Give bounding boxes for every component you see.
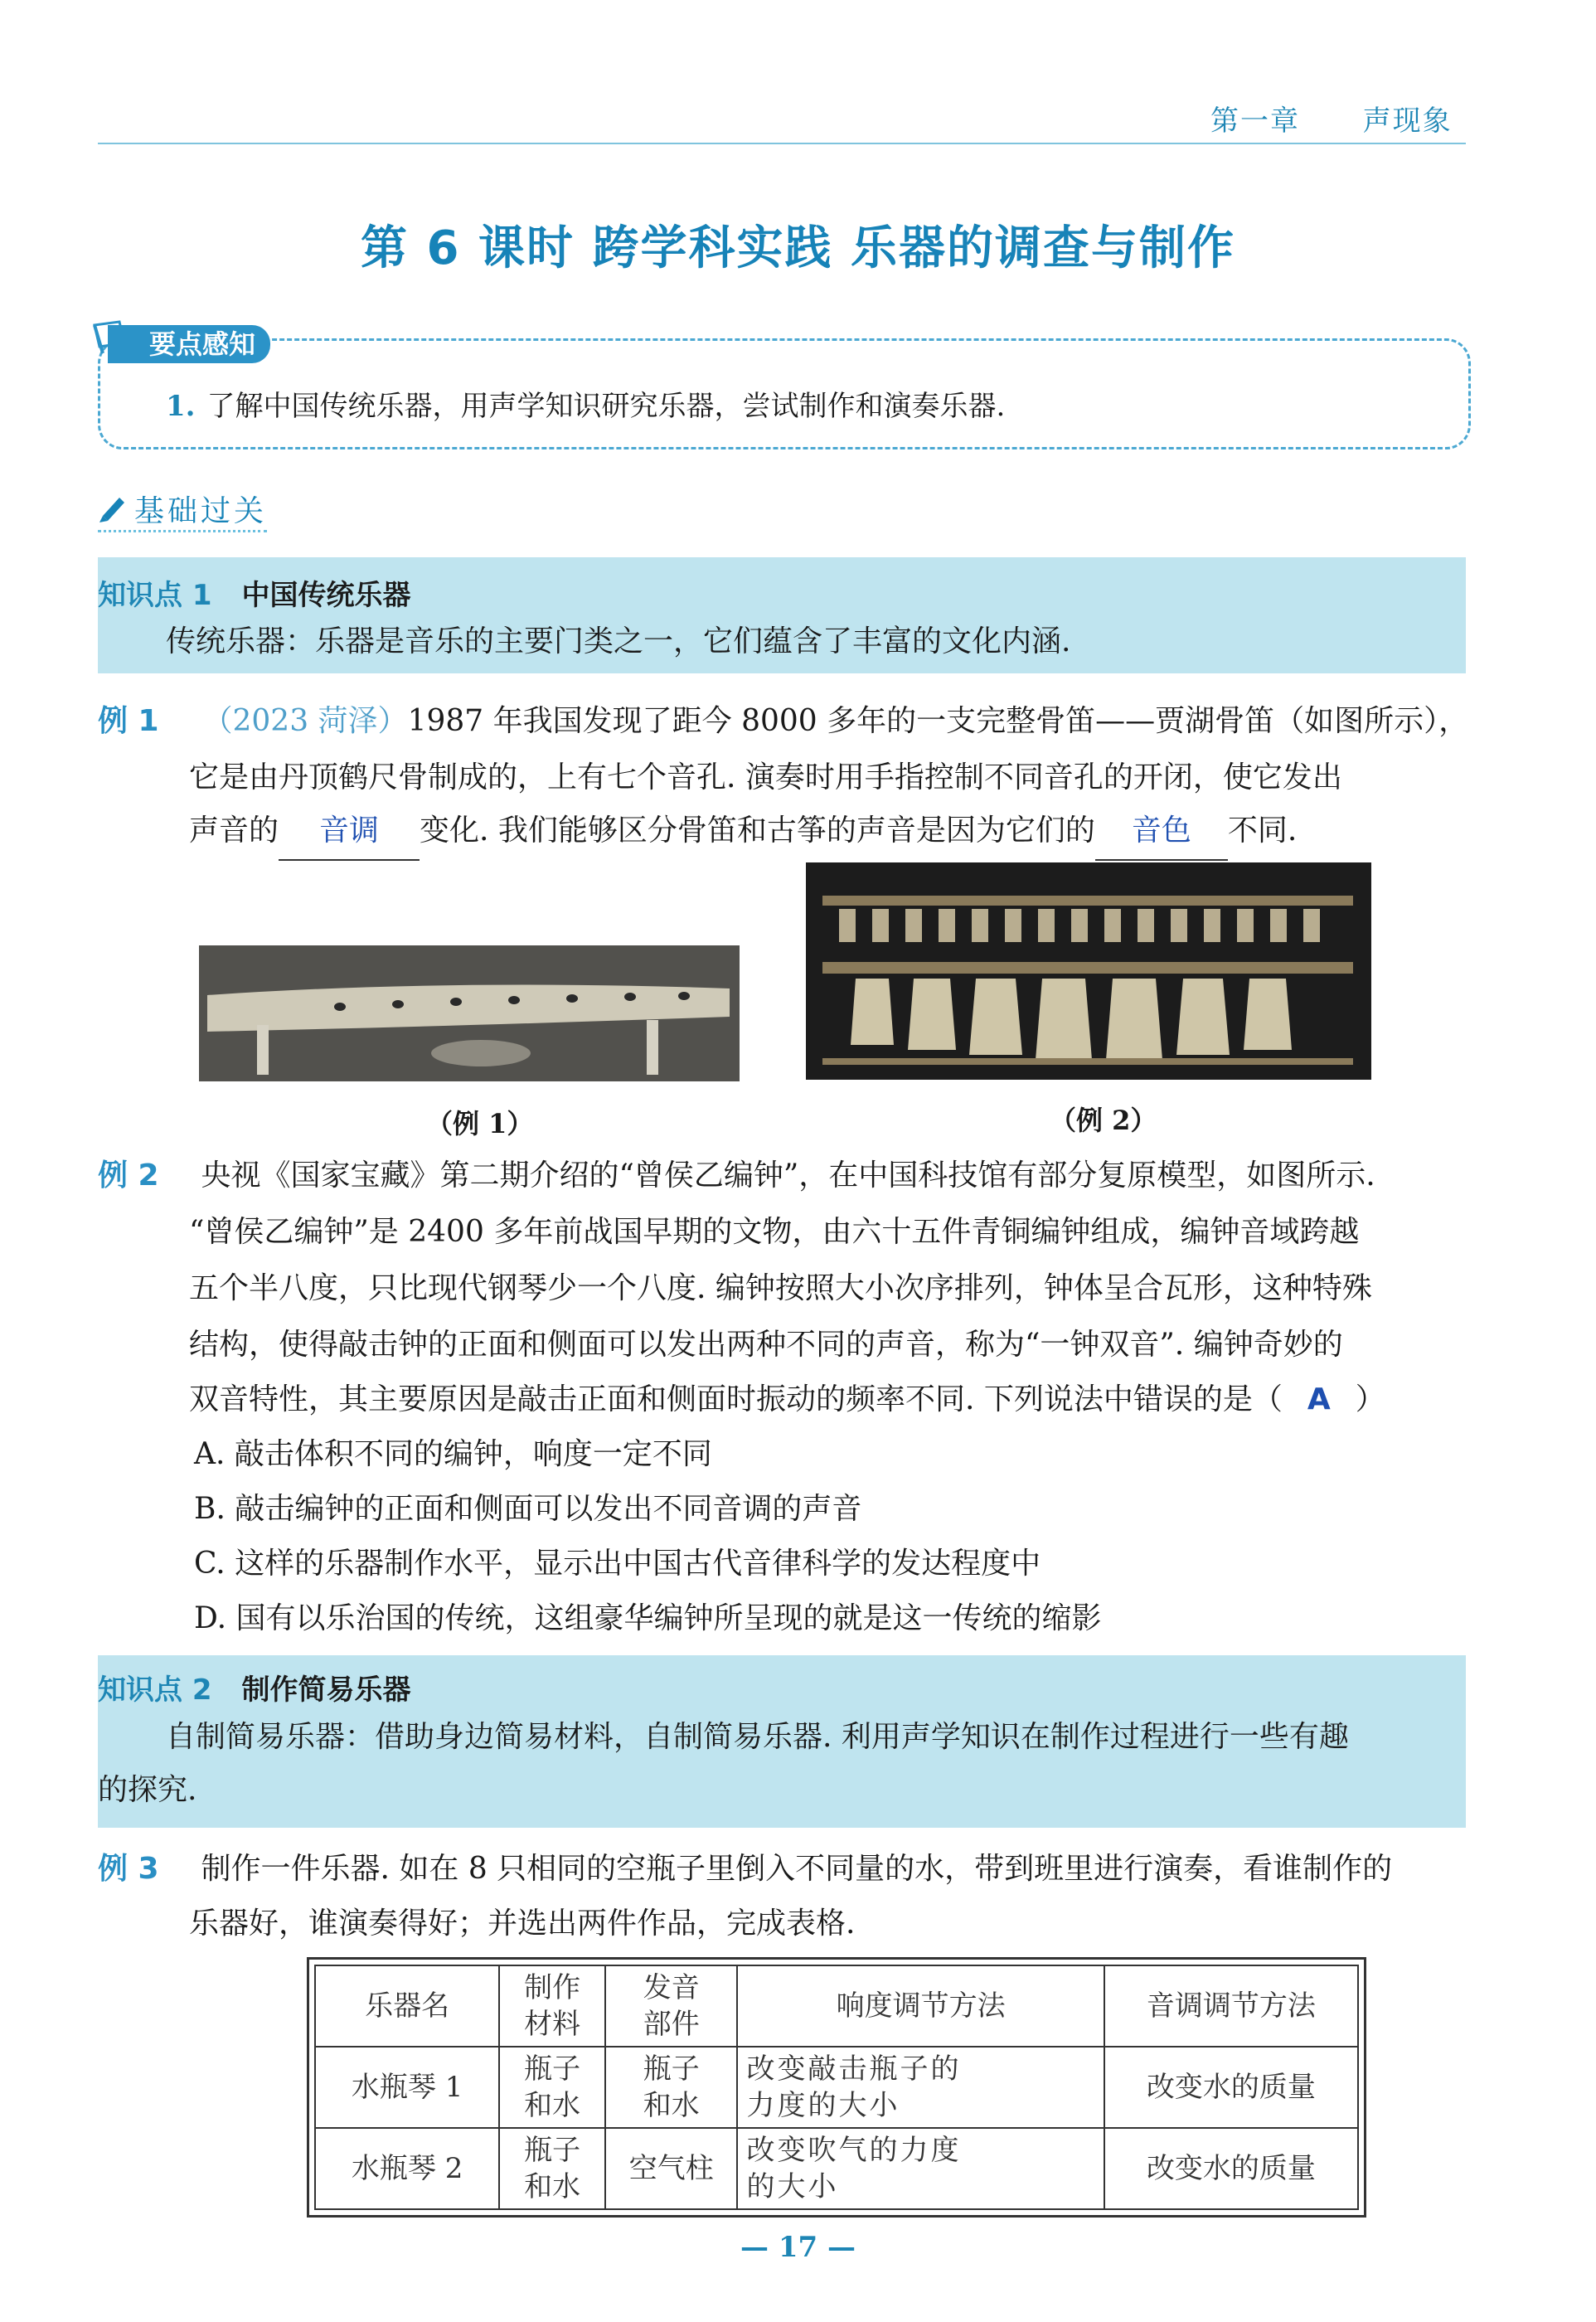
option-d: D. 国有以乐治国的传统，这组豪华编钟所呈现的就是这一传统的缩影 xyxy=(194,1601,1102,1635)
table-cell: 改变敲击瓶子的 力度的大小 xyxy=(737,2047,1104,2128)
example-2-label: 例 2 xyxy=(98,1159,159,1193)
table-cell: 瓶子 和水 xyxy=(499,2047,605,2128)
option-b: B. 敲击编钟的正面和侧面可以发出不同音调的声音 xyxy=(194,1492,862,1526)
key-point-number: 1. xyxy=(166,390,196,423)
example-1-text-3a: 声音的 xyxy=(189,814,279,848)
table-cell: 改变吹气的力度 的大小 xyxy=(737,2128,1104,2209)
example-2-text-1: 央视《国家宝藏》第二期介绍的“曾侯乙编钟”，在中国科技馆有部分复原模型，如图所示. xyxy=(201,1159,1375,1193)
table-cell: 瓶子 和水 xyxy=(605,2047,737,2128)
example-1-line-3 xyxy=(189,803,1297,861)
kp1-name: 中国传统乐器 xyxy=(241,579,411,612)
kp1-label: 知识点 1 xyxy=(98,579,212,612)
example-1-text-1: 1987 年我国发现了距今 8000 多年的一支完整骨笛——贾湖骨笛（如图所示）， xyxy=(407,704,1469,738)
chapter-label: 第一章 xyxy=(1210,104,1300,138)
page-number: — 17 — xyxy=(740,2231,856,2264)
kp2-desc-2: 的探究. xyxy=(98,1773,197,1807)
instrument-table xyxy=(314,1965,1359,2210)
chapter-header xyxy=(1210,98,1453,138)
key-point-item xyxy=(166,383,1005,424)
table-header-row xyxy=(315,1965,1358,2047)
example-1-label: 例 1 xyxy=(98,704,159,738)
example-3-line-1 xyxy=(98,1841,1392,1897)
example-2-text-3: 五个半八度，只比现代钢琴少一个八度. 编钟按照大小次序排列，钟体呈合瓦形，这种特殊 xyxy=(189,1271,1372,1305)
table-cell: 改变水的质量 xyxy=(1104,2047,1358,2128)
option-a: A. 敲击体积不同的编钟，响度一定不同 xyxy=(194,1437,712,1471)
example-2-answer: A xyxy=(1307,1382,1331,1416)
section-label: 声现象 xyxy=(1362,104,1453,138)
table-header-cell: 音调调节方法 xyxy=(1104,1965,1358,2047)
option-c: C. 这样的乐器制作水平，显示出中国古代音律科学的发达程度中 xyxy=(194,1547,1041,1581)
bone-flute-photo xyxy=(199,945,740,1081)
table-cell: 水瓶琴 2 xyxy=(315,2128,499,2209)
kp1-title xyxy=(98,572,411,613)
example-1-text-3c: 不同. xyxy=(1227,814,1298,848)
table-header-cell: 响度调节方法 xyxy=(737,1965,1104,2047)
example-1-text-3b: 变化. 我们能够区分骨笛和古筝的声音是因为它们的 xyxy=(420,814,1095,848)
instrument-table-frame xyxy=(307,1957,1366,2218)
example-1-text-2: 它是由丹顶鹤尺骨制成的，上有七个音孔. 演奏时用手指控制不同音孔的开闭，使它发出 xyxy=(189,760,1342,794)
pencil-icon xyxy=(98,493,128,522)
example-2-text-4: 结构，使得敲击钟的正面和侧面可以发出两种不同的声音，称为“一钟双音”. 编钟奇妙的 xyxy=(189,1328,1343,1362)
kp2-title xyxy=(98,1667,411,1707)
example-2-line-5 xyxy=(189,1372,1385,1428)
answer-blank-1: 音调 xyxy=(279,803,420,861)
example-3-label: 例 3 xyxy=(98,1852,159,1886)
bianzhong-photo xyxy=(806,862,1371,1080)
example-3-text-1: 制作一件乐器. 如在 8 只相同的空瓶子里倒入不同量的水，带到班里进行演奏，看谁制作的 xyxy=(201,1852,1393,1886)
table-row xyxy=(315,2047,1358,2128)
header-divider xyxy=(98,143,1466,144)
basic-section-label: 基础过关 xyxy=(134,494,268,528)
example-2-line-1 xyxy=(98,1148,1375,1204)
kp2-name: 制作简易乐器 xyxy=(241,1673,411,1707)
lesson-title: 第 6 课时 跨学科实践 乐器的调查与制作 xyxy=(361,221,1235,275)
caption-example-1: （例 1） xyxy=(426,1108,534,1139)
table-cell: 改变水的质量 xyxy=(1104,2128,1358,2209)
answer-blank-2: 音色 xyxy=(1095,803,1228,861)
kp1-desc: 传统乐器：乐器是音乐的主要门类之一，它们蕴含了丰富的文化内涵. xyxy=(166,624,1071,658)
key-point-text: 了解中国传统乐器，用声学知识研究乐器，尝试制作和演奏乐器. xyxy=(206,390,1006,423)
example-1-line-1 xyxy=(98,693,1468,750)
kp2-desc-1: 自制简易乐器：借助身边简易材料，自制简易乐器. 利用声学知识在制作过程进行一些有趣 xyxy=(166,1720,1349,1754)
table-header-cell: 制作 材料 xyxy=(499,1965,605,2047)
example-3-text-2: 乐器好，谁演奏得好；并选出两件作品，完成表格. xyxy=(189,1907,856,1941)
table-cell: 瓶子 和水 xyxy=(499,2128,605,2209)
example-2-text-5: 双音特性，其主要原因是敲击正面和侧面时振动的频率不同. 下列说法中错误的是（ xyxy=(189,1382,1283,1416)
table-cell: 水瓶琴 1 xyxy=(315,2047,499,2128)
caption-example-2: （例 2） xyxy=(1050,1105,1157,1136)
knowledge-point-1 xyxy=(98,557,1466,673)
knowledge-point-2 xyxy=(98,1655,1466,1828)
table-cell: 空气柱 xyxy=(605,2128,737,2209)
table-header-cell: 发音 部件 xyxy=(605,1965,737,2047)
table-row xyxy=(315,2128,1358,2209)
key-points-tag: 要点感知 xyxy=(108,325,270,363)
example-2-text-2: “曾侯乙编钟”是 2400 多年前战国早期的文物，由六十五件青铜编钟组成，编钟音域跨越 xyxy=(189,1215,1360,1249)
basic-section-heading xyxy=(98,488,267,532)
table-header-cell: 乐器名 xyxy=(315,1965,499,2047)
example-2-close-paren: ） xyxy=(1355,1382,1385,1416)
kp2-label: 知识点 2 xyxy=(98,1673,212,1707)
example-1-source: （2023 菏泽） xyxy=(202,704,408,738)
